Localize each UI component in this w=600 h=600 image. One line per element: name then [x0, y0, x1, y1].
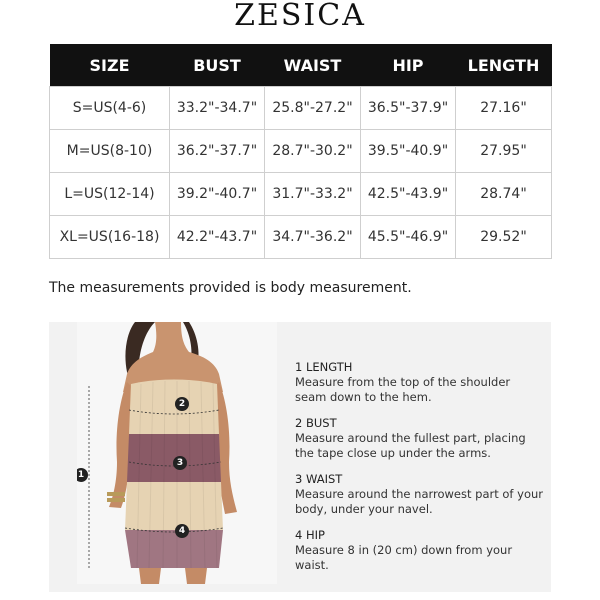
length-cell: 27.95"	[456, 130, 552, 173]
table-row	[50, 173, 552, 216]
size-cell: L=US(12-14)	[50, 173, 170, 216]
instruction-text: Measure around the fullest part, placing the tape close up under the arms.	[295, 431, 526, 460]
instruction-bust	[295, 416, 545, 461]
length-cell: 29.52"	[456, 216, 552, 259]
column-header-bust: BUST	[170, 44, 265, 87]
hip-cell: 42.5"-43.9"	[361, 173, 456, 216]
size-cell: S=US(4-6)	[50, 87, 170, 130]
table-row	[50, 216, 552, 259]
column-header-waist: WAIST	[265, 44, 361, 87]
column-header-length: LENGTH	[456, 44, 552, 87]
instruction-title: 1 LENGTH	[295, 360, 353, 374]
instruction-title: 4 HIP	[295, 528, 325, 542]
bust-cell: 42.2"-43.7"	[170, 216, 265, 259]
instruction-length	[295, 360, 545, 405]
measurement-guide-panel	[49, 322, 551, 592]
marker-bust: 2	[175, 397, 189, 411]
size-cell: M=US(8-10)	[50, 130, 170, 173]
instruction-text: Measure from the top of the shoulder seam down to the hem.	[295, 375, 511, 404]
waist-cell: 28.7"-30.2"	[265, 130, 361, 173]
bust-cell: 33.2"-34.7"	[170, 87, 265, 130]
waist-cell: 25.8"-27.2"	[265, 87, 361, 130]
measurement-instructions	[295, 360, 545, 584]
hip-cell: 45.5"-46.9"	[361, 216, 456, 259]
waist-cell: 34.7"-36.2"	[265, 216, 361, 259]
size-cell: XL=US(16-18)	[50, 216, 170, 259]
instruction-hip	[295, 528, 545, 573]
bust-cell: 36.2"-37.7"	[170, 130, 265, 173]
model-illustration	[77, 322, 277, 584]
hip-cell: 39.5"-40.9"	[361, 130, 456, 173]
hip-cell: 36.5"-37.9"	[361, 87, 456, 130]
measurement-note: The measurements provided is body measurement.	[49, 280, 412, 296]
marker-length: 1	[77, 468, 88, 482]
instruction-title: 3 WAIST	[295, 472, 343, 486]
column-header-hip: HIP	[361, 44, 456, 87]
length-cell: 27.16"	[456, 87, 552, 130]
marker-waist: 3	[173, 456, 187, 470]
model-photo	[77, 322, 277, 584]
column-header-size: SIZE	[50, 44, 170, 87]
bust-cell: 39.2"-40.7"	[170, 173, 265, 216]
table-row	[50, 87, 552, 130]
brand-logo: ZESICA	[234, 0, 366, 33]
instruction-text: Measure 8 in (20 cm) down from your waist.	[295, 543, 513, 572]
instruction-title: 2 BUST	[295, 416, 337, 430]
size-chart-table	[49, 44, 552, 259]
marker-hip: 4	[175, 524, 189, 538]
length-cell: 28.74"	[456, 173, 552, 216]
table-header-row	[50, 44, 552, 87]
instruction-text: Measure around the narrowest part of your body, under your navel.	[295, 487, 543, 516]
instruction-waist	[295, 472, 545, 517]
table-row	[50, 130, 552, 173]
waist-cell: 31.7"-33.2"	[265, 173, 361, 216]
